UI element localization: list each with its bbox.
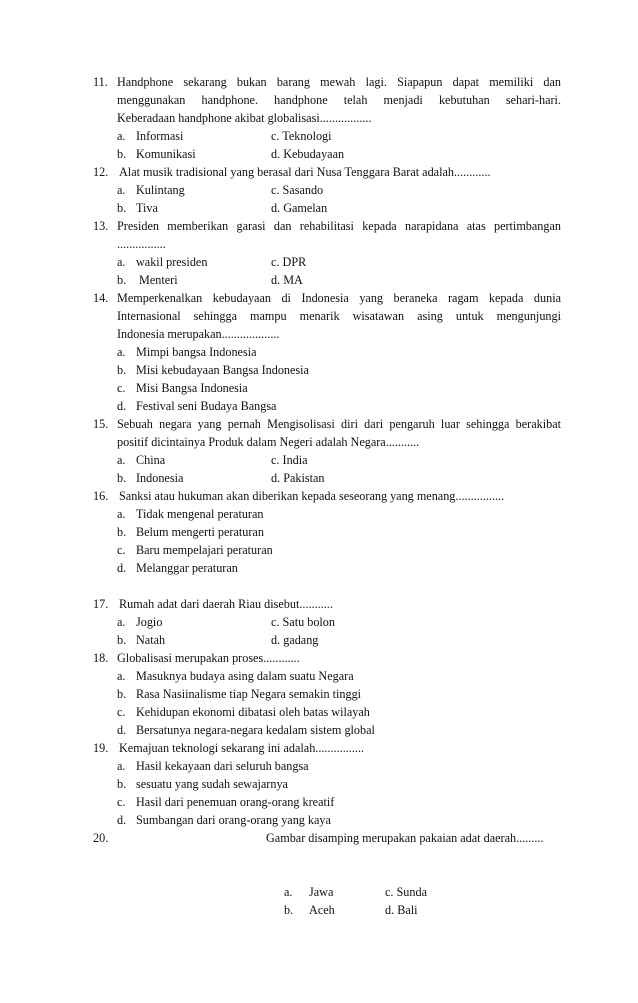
question-11-text: menggunakan handphone. handphone telah menjadi kebutuhan sehari-hari.: [117, 93, 561, 107]
option-text: Kehidupan ekonomi dibatasi oleh batas wilayah: [136, 705, 370, 719]
option-letter: b.: [117, 201, 127, 215]
option-letter: a.: [117, 669, 126, 683]
option-letter: b.: [117, 273, 127, 287]
question-17-number: 17.: [93, 597, 109, 611]
question-12-number: 12.: [93, 165, 109, 179]
option-text: sesuatu yang sudah sewajarnya: [136, 777, 288, 791]
option-d: d. Gamelan: [271, 201, 328, 215]
option-text: Jogio: [136, 615, 163, 629]
option-text: Hasil kekayaan dari seluruh bangsa: [136, 759, 309, 773]
option-letter: c.: [117, 543, 126, 557]
option-letter: a.: [117, 183, 126, 197]
option-text: Masuknya budaya asing dalam suatu Negara: [136, 669, 354, 683]
question-14-text: Internasional sehingga mampu menarik wisatawan asing untuk mengunjungi: [117, 309, 561, 323]
option-letter: c.: [117, 381, 126, 395]
option-text: Kulintang: [136, 183, 185, 197]
question-15-text: Sebuah negara yang pernah Mengisolisasi diri dari pengaruh luar sehingga berakibat: [117, 417, 561, 431]
option-text: Jawa: [309, 885, 334, 899]
option-letter: b.: [117, 687, 127, 701]
question-19-number: 19.: [93, 741, 109, 755]
question-11-text: Handphone sekarang bukan barang mewah lagi. Siapapun dapat memiliki dan: [117, 75, 561, 89]
option-letter: a.: [117, 507, 126, 521]
option-letter: a.: [117, 615, 126, 629]
option-text: Menteri: [139, 273, 178, 287]
option-text: Misi kebudayaan Bangsa Indonesia: [136, 363, 309, 377]
question-18-text: Globalisasi merupakan proses............: [117, 651, 300, 665]
option-d: d. Kebudayaan: [271, 147, 345, 161]
question-17-text: Rumah adat dari daerah Riau disebut...........: [119, 597, 333, 611]
question-13-number: 13.: [93, 219, 109, 233]
option-text: China: [136, 453, 166, 467]
option-text: Komunikasi: [136, 147, 196, 161]
option-text: Melanggar peraturan: [136, 561, 238, 575]
option-letter: d.: [117, 723, 127, 737]
option-text: Informasi: [136, 129, 184, 143]
option-letter: d.: [117, 813, 127, 827]
option-text: Aceh: [309, 903, 335, 917]
question-16-number: 16.: [93, 489, 109, 503]
question-16-text: Sanksi atau hukuman akan diberikan kepada seseorang yang menang................: [119, 489, 505, 503]
question-14-text: Memperkenalkan kebudayaan di Indonesia yang beraneka ragam kepada dunia: [117, 291, 561, 305]
option-c: c. India: [271, 453, 308, 467]
question-15-number: 15.: [93, 417, 109, 431]
option-letter: c.: [117, 705, 126, 719]
option-text: Misi Bangsa Indonesia: [136, 381, 248, 395]
option-letter: a.: [284, 885, 293, 899]
question-19-text: Kemajuan teknologi sekarang ini adalah................: [119, 741, 365, 755]
option-text: Tiva: [136, 201, 158, 215]
option-letter: b.: [117, 147, 127, 161]
option-text: Tidak mengenal peraturan: [136, 507, 264, 521]
question-20-text: Gambar disamping merupakan pakaian adat daerah.........: [266, 831, 544, 845]
option-c: c. Sunda: [385, 885, 427, 899]
option-text: Indonesia: [136, 471, 184, 485]
option-letter: a.: [117, 345, 126, 359]
question-15-text: positif dicintainya Produk dalam Negeri adalah Negara...........: [117, 435, 420, 449]
option-d: d. Bali: [385, 903, 418, 917]
option-text: Natah: [136, 633, 166, 647]
option-c: c. Sasando: [271, 183, 324, 197]
option-letter: b.: [117, 633, 127, 647]
question-13-text: Presiden memberikan garasi dan rehabilitasi kepada narapidana atas pertimbangan: [117, 219, 561, 233]
option-text: Belum mengerti peraturan: [136, 525, 264, 539]
option-text: Sumbangan dari orang-orang yang kaya: [136, 813, 331, 827]
option-text: Mimpi bangsa Indonesia: [136, 345, 257, 359]
option-text: Festival seni Budaya Bangsa: [136, 399, 277, 413]
option-c: c. Satu bolon: [271, 615, 335, 629]
question-18-number: 18.: [93, 651, 109, 665]
option-c: c. DPR: [271, 255, 307, 269]
option-letter: b.: [117, 525, 127, 539]
option-text: Baru mempelajari peraturan: [136, 543, 273, 557]
option-letter: b.: [117, 777, 127, 791]
option-d: d. Pakistan: [271, 471, 325, 485]
option-text: Hasil dari penemuan orang-orang kreatif: [136, 795, 335, 809]
option-letter: b.: [284, 903, 294, 917]
option-letter: b.: [117, 363, 127, 377]
question-11-text: Keberadaan handphone akibat globalisasi.................: [117, 111, 372, 125]
option-text: wakil presiden: [136, 255, 208, 269]
option-letter: d.: [117, 561, 127, 575]
option-letter: a.: [117, 759, 126, 773]
option-text: Bersatunya negara-negara kedalam sistem global: [136, 723, 375, 737]
option-d: d. gadang: [271, 633, 319, 647]
option-letter: a.: [117, 255, 126, 269]
option-c: c. Teknologi: [271, 129, 332, 143]
option-letter: c.: [117, 795, 126, 809]
option-letter: a.: [117, 129, 126, 143]
option-text: Rasa Nasiinalisme tiap Negara semakin tinggi: [136, 687, 362, 701]
question-14-text: Indonesia merupakan...................: [117, 327, 280, 341]
option-letter: b.: [117, 471, 127, 485]
option-d: d. MA: [271, 273, 303, 287]
question-12-text: Alat musik tradisional yang berasal dari Nusa Tenggara Barat adalah............: [119, 165, 491, 179]
option-letter: a.: [117, 453, 126, 467]
question-11-number: 11.: [93, 75, 108, 89]
question-20-number: 20.: [93, 831, 109, 845]
question-14-number: 14.: [93, 291, 109, 305]
option-letter: d.: [117, 399, 127, 413]
question-13-text: ................: [117, 237, 166, 251]
